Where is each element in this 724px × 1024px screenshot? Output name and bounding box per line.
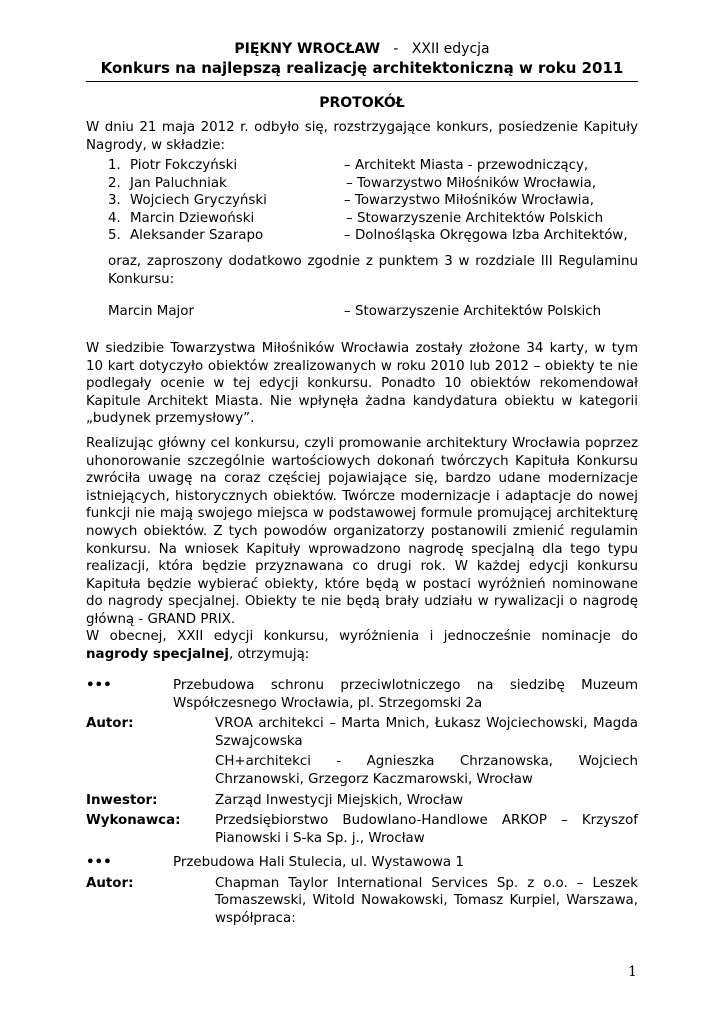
header-line	[86, 41, 638, 58]
list-item	[108, 210, 648, 228]
nomination-entry	[86, 677, 638, 847]
contractor-value: Przedsiębiorstwo Budowlano-Handlowe ARKOP – Krzyszof Pianowski i S-ka Sp. j., Wrocław	[215, 813, 638, 846]
paragraph-nominations	[86, 628, 638, 663]
invited-member	[108, 303, 602, 321]
jury-members-list	[108, 157, 648, 245]
author-row	[86, 875, 638, 928]
member-role: – Towarzystwo Miłośników Wrocławia,	[344, 193, 594, 209]
page-number: 1	[628, 964, 637, 980]
author-row	[86, 715, 638, 750]
edition-label: XXII edycja	[411, 41, 490, 57]
member-role: – Stowarzyszenie Architektów Polskich	[346, 210, 604, 226]
competition-subtitle: Konkurs na najlepszą realizację architektoniczną w roku 2011	[100, 59, 624, 77]
member-name: Wojciech Gryczyński	[130, 193, 267, 209]
bullet: •••	[86, 855, 112, 870]
author-value: VROA architekci – Marta Mnich, Łukasz Wojciechowski, Magda Szwajcowska	[215, 716, 638, 749]
paragraph-special-prize: Realizując główny cel konkursu, czyli promowanie architektury Wrocławia poprzez uhonorowanie szczególnie wartościowych dokonań twórczych Kapituła Konkursu zwróciła uwagę na coraz częściej pojawiające się, bardzo udane modernizacje istniejących, historycznych obiektów. Twórcze modernizacje i adaptacje do nowej funkcji nie mają swojego miejsca w podstawowej formule promującej architekturę nowych obiektów. Z tych powodów organizatorzy postanowili zmienić regulamin konkursu. Na wniosek Kapituły wprowadzono nagrodę specjalną dla tego typu realizacji, która będzie przyznawana co drugi rok. W każdej edycji konkursu Kapituła będzie wybierać obiekty, które będą w postaci wyróżnień nominowane do nagrody specjalnej. Obiekty te nie będą brały udziału w rywalizacji o nagrodę główną - GRAND PRIX.	[86, 436, 638, 627]
contractor-row	[86, 812, 638, 847]
entry-title: Przebudowa Hali Stulecia, ul. Wystawowa 1	[173, 855, 464, 870]
paragraph-cards: W siedzibie Towarzystwa Miłośników Wrocławia zostały złożone 34 karty, w tym 10 kart dotyczyło obiektów zrealizowanych w roku 2010 lub 2012 – obiekty te nie podlegały ocenie w tej edycji konkursu. Ponadto 10 obiektów rekomendował Kapitule Architekt Miasta. Nie wpłynęła żadna kandydatura obiektu w kategorii „budynek przemysłowy”.	[86, 341, 638, 427]
investor-row	[86, 792, 638, 810]
list-item	[108, 192, 648, 210]
list-number: 1.	[108, 158, 121, 173]
author-label: Autor:	[86, 875, 134, 891]
contractor-label: Wykonawca:	[86, 813, 181, 829]
member-name: Aleksander Szarapo	[130, 228, 264, 244]
list-number: 3.	[108, 193, 121, 209]
member-name: Jan Paluchniak	[130, 175, 227, 191]
author-label: Autor:	[86, 716, 134, 732]
invited-name: Marcin Major	[108, 304, 194, 319]
invited-intro: oraz, zaproszony dodatkowo zgodnie z punktem 3 w rozdziale III Regulaminu Konkursu:	[108, 254, 638, 287]
list-item	[108, 157, 648, 175]
competition-name: PIĘKNY WROCŁAW	[234, 41, 381, 57]
nominations-text-end: , otrzymują:	[228, 646, 310, 662]
list-item	[108, 175, 648, 193]
investor-value: Zarząd Inwestycji Miejskich, Wrocław	[215, 792, 464, 808]
entry-title-row	[86, 854, 638, 872]
header-separator: -	[393, 41, 399, 57]
intro-paragraph: W dniu 21 maja 2012 r. odbyło się, rozstrzygające konkurs, posiedzenie Kapituły Nagrody, w składzie:	[86, 120, 638, 153]
author-row	[86, 753, 638, 788]
invited-role: – Stowarzyszenie Architektów Polskich	[344, 304, 602, 319]
list-number: 2.	[108, 175, 121, 191]
list-number: 5.	[108, 228, 121, 244]
entry-title: Przebudowa schronu przeciwlotniczego na siedzibę Muzeum Współczesnego Wrocławia, pl. Strzegomski 2a	[173, 678, 638, 711]
member-name: Marcin Dziewoński	[130, 210, 255, 226]
entry-title-row	[86, 677, 638, 712]
list-item	[108, 227, 648, 245]
member-role: – Dolnośląska Okręgowa Izba Architektów,	[344, 228, 628, 244]
member-role: – Towarzystwo Miłośników Wrocławia,	[346, 175, 596, 191]
investor-label: Inwestor:	[86, 792, 158, 808]
header-divider	[86, 81, 638, 82]
special-prize-label: nagrody specjalnej	[86, 646, 229, 662]
author-value: CH+architekci - Agnieszka Chrzanowska, Wojciech Chrzanowski, Grzegorz Kaczmarowski, Wrocław	[215, 754, 638, 787]
member-role: – Architekt Miasta - przewodniczący,	[344, 158, 589, 173]
bullet: •••	[86, 678, 112, 693]
list-number: 4.	[108, 210, 121, 226]
nominations-text: W obecnej, XXII edycji konkursu, wyróżnienia i jednocześnie nominacje do	[86, 629, 638, 644]
member-name: Piotr Fokczyński	[130, 158, 238, 173]
document-title: PROTOKÓŁ	[319, 95, 405, 111]
author-value: Chapman Taylor International Services Sp. z o.o. – Leszek Tomaszewski, Witold Nowakowski, Tomasz Kurpiel, Warszawa, współpraca:	[215, 875, 638, 926]
nomination-entry	[86, 854, 638, 927]
